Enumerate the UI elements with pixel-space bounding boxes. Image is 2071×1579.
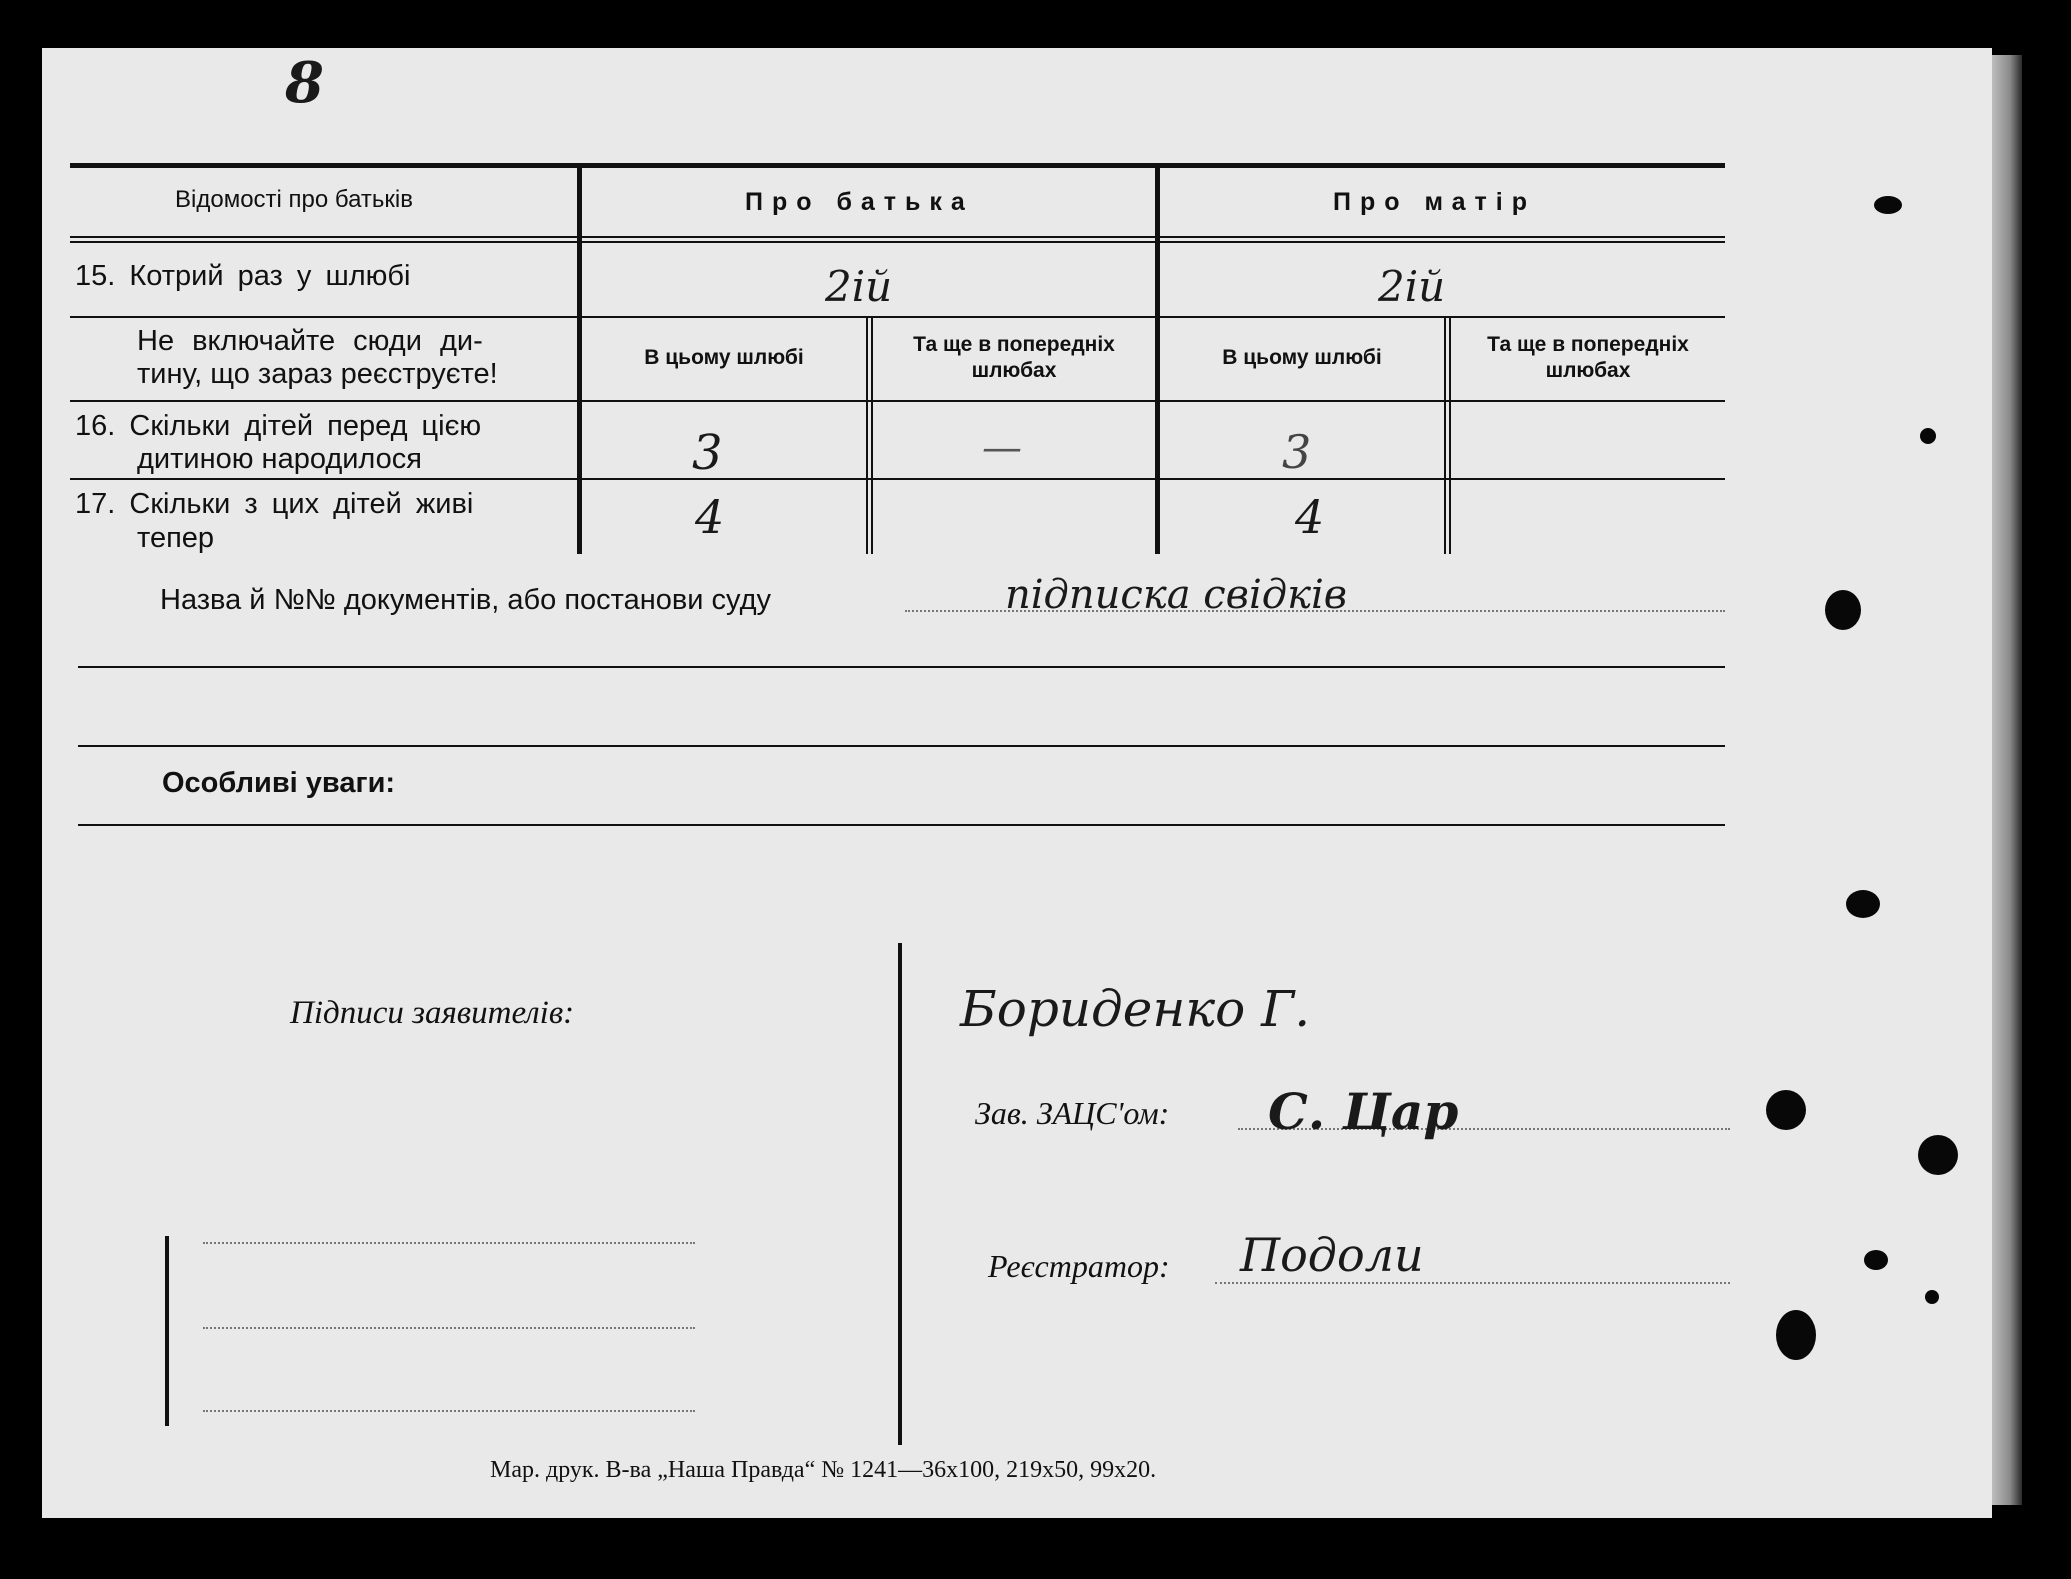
punch-hole [1918,1135,1958,1175]
header-bottom-border [70,236,1725,238]
registrar-label: Реєстратор: [988,1248,1170,1284]
punch-hole [1874,196,1902,214]
applicants-bracket [165,1236,169,1426]
punch-hole [1920,428,1936,444]
row15-bottom-border [70,316,1725,318]
applicants-label: Підписи заявителів: [290,995,575,1031]
header-parents-info: Відомості про батьків [175,186,413,213]
row17-father-this-value: 4 [695,490,725,544]
signatures-divider [898,943,902,1445]
row16-father-prev-value: — [982,425,1022,471]
punch-hole [1766,1090,1806,1130]
zags-head-label: Зав. ЗАЦС'ом: [975,1095,1170,1131]
punch-hole [1825,590,1861,630]
remarks-line [78,824,1725,826]
applicant-dotted-line-3 [203,1410,695,1412]
row15-mother-value: 2ій [1378,262,1446,311]
row15-father-value: 2ій [825,262,893,311]
subheader-bottom-border [70,400,1725,402]
row16-father-this-value: 3 [692,425,723,481]
row17-label-line2: тепер [137,522,215,554]
applicant-dotted-line-1 [203,1242,695,1244]
row16-label-line1: 16. Скільки дітей перед цією [75,410,482,442]
subcol-divider-mother-a [1444,318,1446,554]
punch-hole [1925,1290,1939,1304]
row15-label: 15. Котрий раз у шлюбі [75,260,411,292]
father-this-marriage-header: В цьому шлюбі [644,346,804,369]
card-edge [1992,55,2022,1505]
header-bottom-border-2 [70,241,1725,243]
documents-value: підписка свідків [1005,572,1348,618]
table-top-border [70,163,1725,168]
corner-mark: 8 [285,50,324,116]
applicant-dotted-line-2 [203,1327,695,1329]
applicant-signature: Бориденко Г. [960,980,1311,1038]
father-prev-marriages-header-2: шлюбах [971,359,1057,382]
punch-hole [1864,1250,1888,1270]
mother-prev-marriages-header-1: Та ще в попередніх [1487,333,1689,356]
father-prev-marriages-header-1: Та ще в попередніх [913,333,1115,356]
remarks-label: Особливі уваги: [162,767,396,799]
zags-head-signature: С. Цар [1268,1082,1459,1141]
row17-label-line1: 17. Скільки з цих дітей живі [75,488,474,520]
punch-hole [1776,1310,1816,1360]
documents-label: Назва й №№ документів, або постанови суду [160,584,772,616]
row16-label-line2: дитиною народилося [137,443,423,475]
documents-line-3 [78,745,1725,747]
header-about-father: Про батька [745,188,974,216]
printer-footer: Мар. друк. В-ва „Наша Правда“ № 1241—36х100, 219х50, 99х20. [490,1457,1157,1483]
documents-line-2 [78,666,1725,668]
registrar-dotted-line [1215,1282,1730,1284]
mother-prev-marriages-header-2: шлюбах [1545,359,1631,382]
punch-hole [1846,890,1880,918]
note-label-line2: тину, що зараз реєструєте! [137,358,498,390]
row16-bottom-border [70,478,1725,480]
row17-mother-this-value: 4 [1295,490,1325,544]
subcol-divider-father-a [866,318,868,554]
registrar-signature: Подоли [1240,1228,1424,1282]
header-about-mother: Про матір [1333,188,1536,216]
mother-this-marriage-header: В цьому шлюбі [1222,346,1382,369]
note-label-line1: Не включайте сюди ди- [137,325,483,357]
row16-mother-this-value: 3 [1282,425,1312,479]
